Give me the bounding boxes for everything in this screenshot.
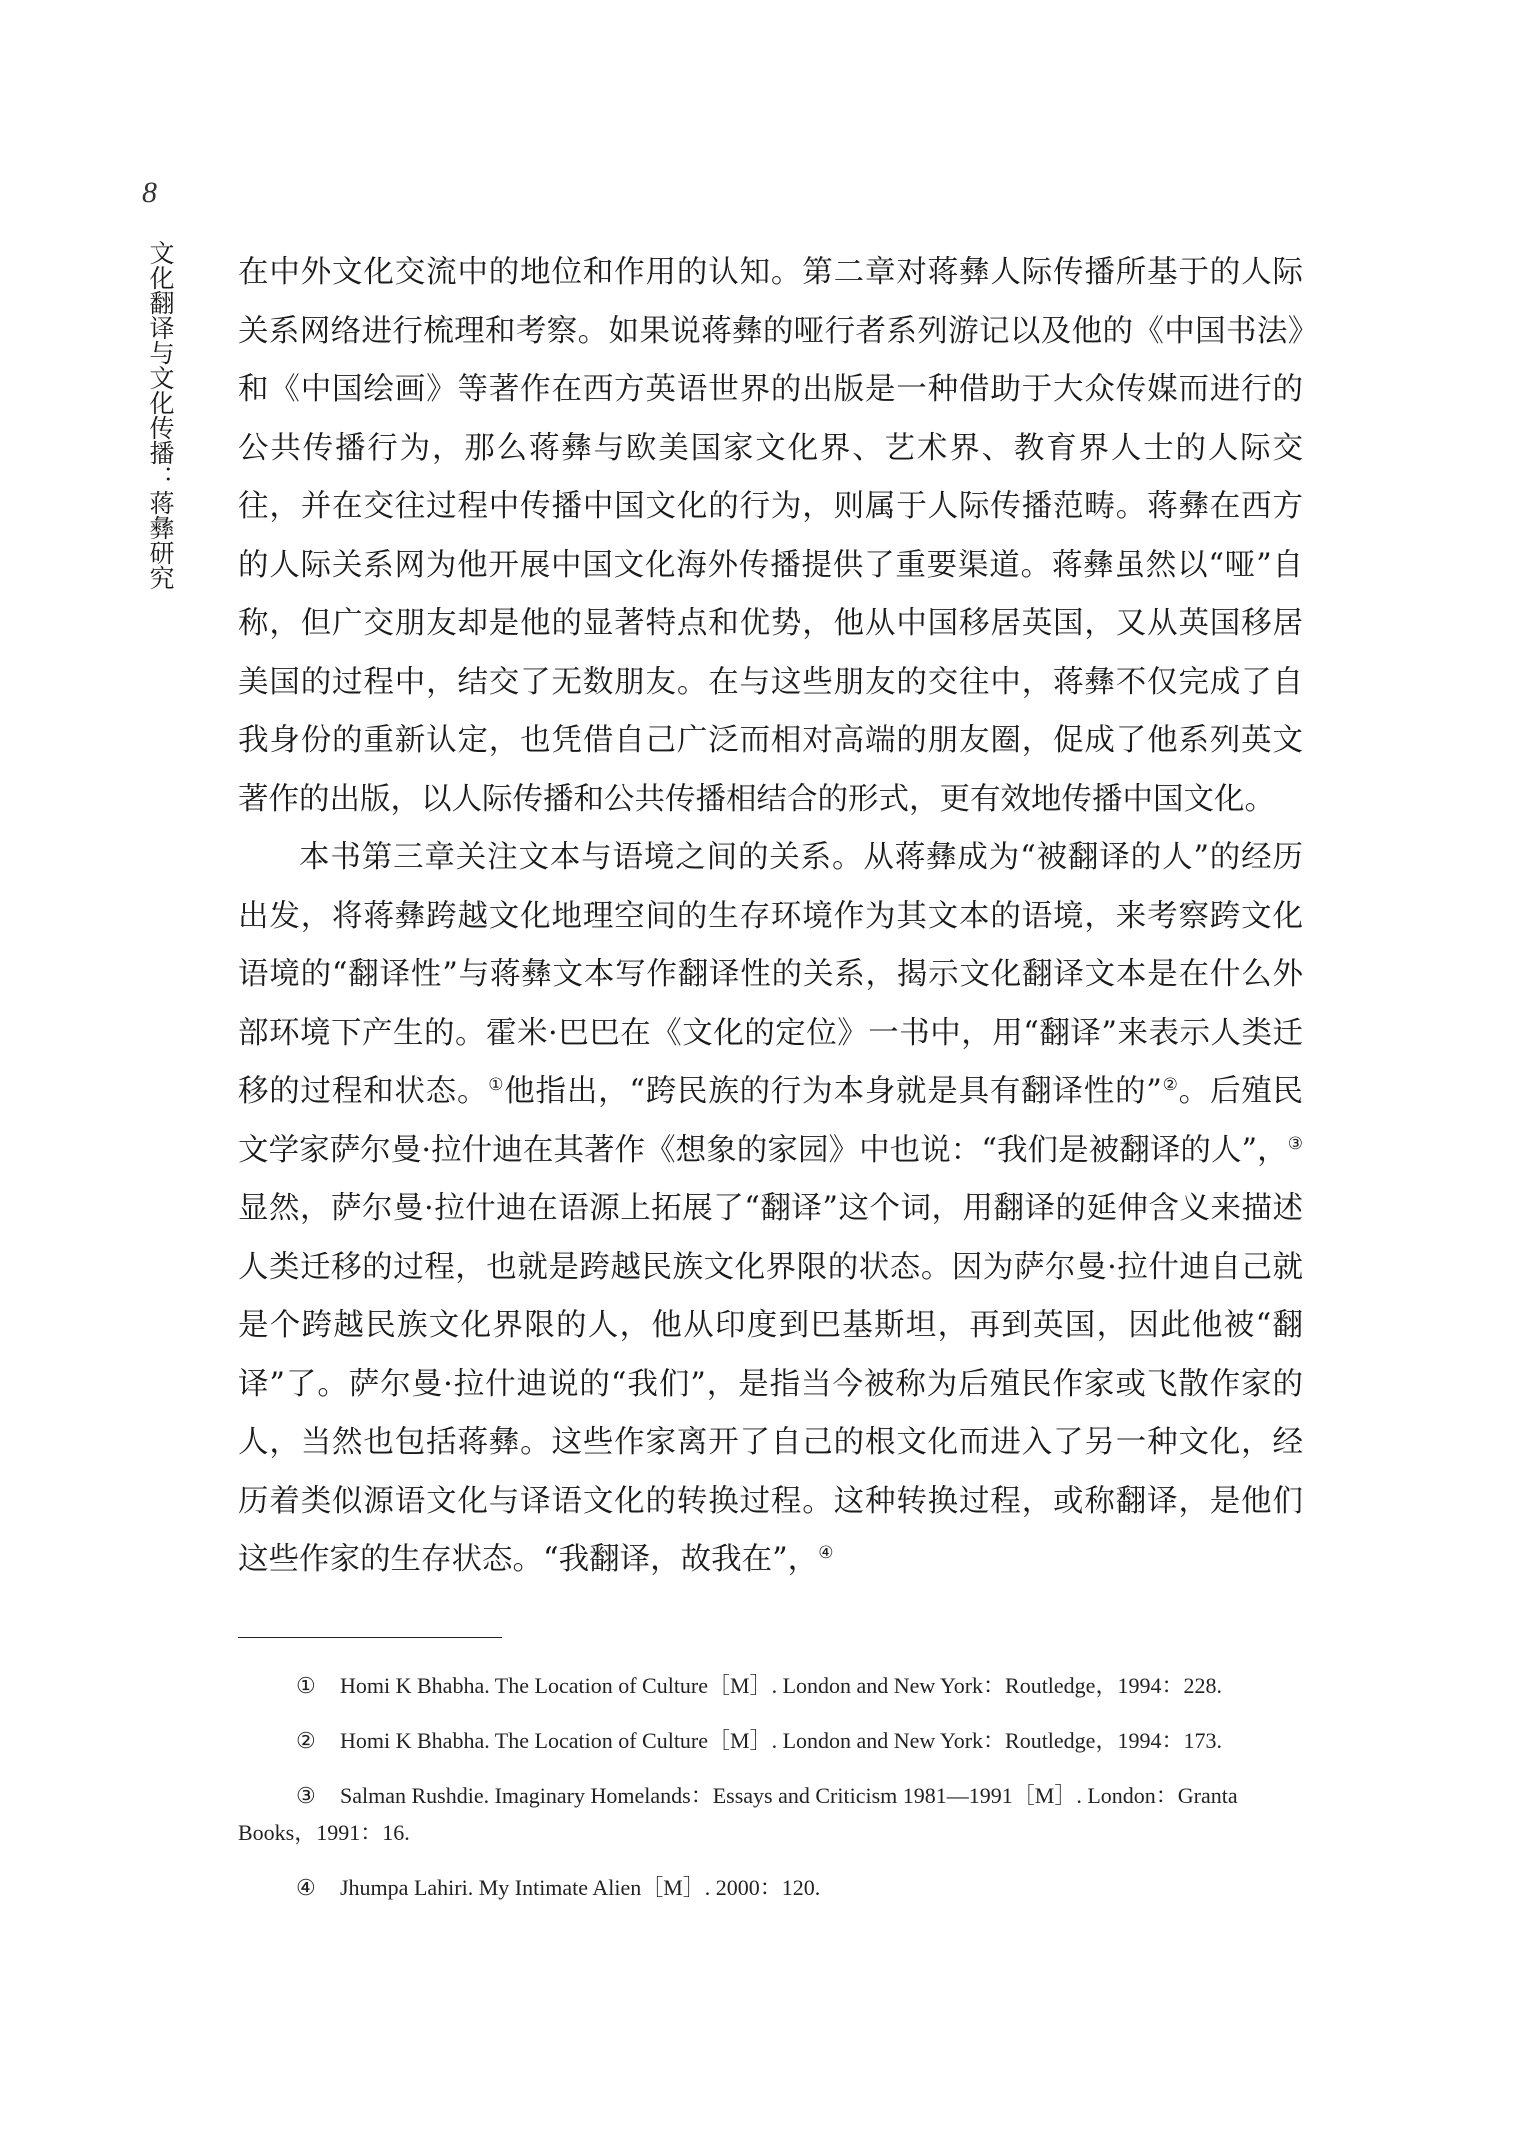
footnote-4 bbox=[238, 1869, 1303, 1906]
footnote-marker: ② bbox=[296, 1728, 316, 1753]
footnote-marker: ① bbox=[296, 1673, 316, 1698]
running-title: 文化翻译与文化传播：蒋彝研究 bbox=[146, 240, 175, 590]
footnote-text: Homi K Bhabha. The Location of Culture［M］. London and New York：Routledge，1994：173. bbox=[340, 1728, 1222, 1753]
footnote-text: Homi K Bhabha. The Location of Culture［M］. London and New York：Routledge，1994：228. bbox=[340, 1673, 1222, 1698]
paragraph-text: 显然，萨尔曼·拉什迪在语源上拓展了“翻译”这个词，用翻译的延伸含义来描述人类迁移的过程，也就是跨越民族文化界限的状态。因为萨尔曼·拉什迪自己就是个跨越民族文化界限的人，他从印度到巴基斯坦，再到英国，因此他被“翻译”了。萨尔曼·拉什迪说的“我们”，是指当今被称为后殖民作家或飞散作家的人，当然也包括蒋彝。这些作家离开了自己的根文化而进入了另一种文化，经历着类似源语文化与译语文化的转换过程。这种转换过程，或称翻译，是他们这些作家的生存状态。“我翻译，故我在”， bbox=[238, 1191, 1303, 1577]
footnote-2 bbox=[238, 1722, 1303, 1759]
body-paragraph-1: 在中外文化交流中的地位和作用的认知。第二章对蒋彝人际传播所基于的人际关系网络进行梳理和考察。如果说蒋彝的哑行者系列游记以及他的《中国书法》和《中国绘画》等著作在西方英语世界的出版是一种借助于大众传媒而进行的公共传播行为，那么蒋彝与欧美国家文化界、艺术界、教育界人士的人际交往，并在交往过程中传播中国文化的行为，则属于人际传播范畴。蒋彝在西方的人际关系网为他开展中国文化海外传播提供了重要渠道。蒋彝虽然以“哑”自称，但广交朋友却是他的显著特点和优势，他从中国移居英国，又从英国移居美国的过程中，结交了无数朋友。在与这些朋友的交往中，蒋彝不仅完成了自我身份的重新认定，也凭借自己广泛而相对高端的朋友圈，促成了他系列英文著作的出版，以人际传播和公共传播相结合的形式，更有效地传播中国文化。 bbox=[238, 255, 1303, 817]
footnote-1 bbox=[238, 1667, 1303, 1704]
footnote-ref-4[interactable]: ④ bbox=[818, 1542, 834, 1563]
footnotes bbox=[238, 1667, 1303, 1924]
paragraph-text: 本书第三章关注文本与语境之间的关系。从蒋彝成为“被翻译的人”的经历出发，将蒋彝跨越文化地理空间的生存环境作为其文本的语境，来考察跨文化语境的“翻译性”与蒋彝文本写作翻译性的关系，揭示文化翻译文本是在什么外部环境下产生的。霍米·巴巴在《文化的定位》一书中，用“翻译”来表示人类迁移的过程和状态。 bbox=[238, 840, 1303, 1109]
footnote-marker: ③ bbox=[296, 1783, 316, 1808]
footnote-text: Salman Rushdie. Imaginary Homelands：Essays and Criticism 1981—1991［M］. London：Granta Books，1991：16. bbox=[238, 1783, 1238, 1845]
footnote-ref-1[interactable]: ① bbox=[488, 1074, 505, 1095]
body-paragraph-2 bbox=[238, 829, 1303, 1590]
main-text bbox=[238, 244, 1303, 1590]
paragraph-text: 他指出，“跨民族的行为本身就是具有翻译性的” bbox=[504, 1074, 1162, 1109]
footnote-text: Jhumpa Lahiri. My Intimate Alien［M］. 2000：120. bbox=[340, 1875, 821, 1900]
footnote-ref-3[interactable]: ③ bbox=[1287, 1133, 1303, 1154]
page-number: 8 bbox=[142, 176, 157, 209]
footnote-separator bbox=[238, 1637, 502, 1638]
paragraph-text: 。后殖民文学家萨尔曼·拉什迪在其著作《想象的家园》中也说：“我们是被翻译的人”， bbox=[238, 1074, 1304, 1168]
footnote-3 bbox=[238, 1777, 1303, 1851]
footnote-ref-2[interactable]: ② bbox=[1161, 1074, 1179, 1095]
footnote-marker: ④ bbox=[296, 1875, 316, 1900]
